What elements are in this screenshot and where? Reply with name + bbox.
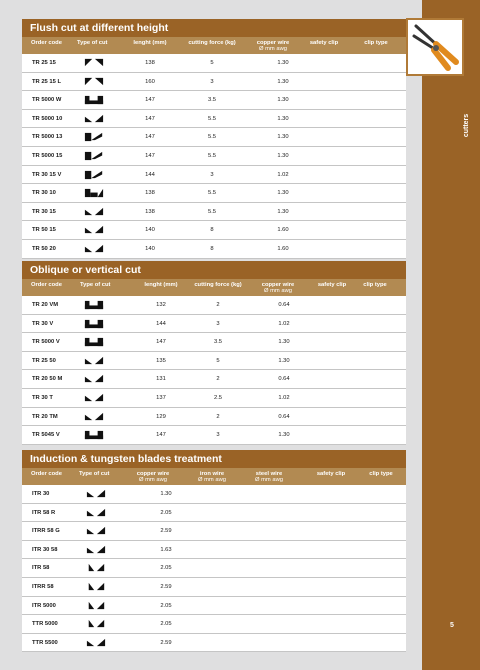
table-body — [22, 54, 406, 259]
header-type-of-cut: Type of cut — [79, 471, 110, 477]
order-code: TR 5000 10 — [32, 115, 63, 122]
length-value: 147 — [145, 134, 155, 141]
cutter-thumbnail — [406, 18, 464, 76]
copper-wire-value: 1.02 — [277, 171, 289, 178]
copper-wire-value: 2.05 — [160, 565, 172, 572]
cutting-force-value: 3 — [216, 320, 220, 327]
order-code: TR 30 10 — [32, 190, 56, 197]
section-oblique-cut — [22, 261, 406, 445]
cut-type-bevel-icon — [85, 545, 107, 555]
length-value: 160 — [145, 78, 155, 85]
copper-wire-value: 0.64 — [278, 413, 290, 420]
header-length: lenght (mm) — [144, 282, 178, 288]
cut-type-bevel-icon — [83, 393, 105, 403]
copper-wire-value: 2.59 — [160, 583, 172, 590]
table-row — [22, 91, 406, 110]
cut-type-bevel-icon — [83, 114, 105, 124]
order-code: TR 25 50 — [32, 357, 56, 364]
copper-wire-value: 1.63 — [160, 546, 172, 553]
header-steel-wire: steel wire Ø mm awg — [254, 471, 284, 483]
sidebar-category-label: cutters — [463, 113, 471, 137]
copper-wire-value: 2.05 — [160, 509, 172, 516]
cutting-force-value: 8 — [210, 245, 214, 252]
copper-wire-value: 2.05 — [160, 602, 172, 609]
cut-type-notch-icon — [83, 95, 105, 105]
order-code: TR 50 20 — [32, 245, 56, 252]
table-row — [22, 370, 406, 389]
table-row — [22, 408, 406, 427]
copper-wire-value: 1.30 — [277, 208, 289, 215]
cutting-force-value: 5 — [210, 60, 214, 66]
order-code: TR 25 15 L — [32, 78, 61, 85]
section-title: Induction & tungsten blades treatment — [22, 450, 406, 468]
copper-wire-value: 2.05 — [160, 621, 172, 628]
cut-type-flush-high-icon — [83, 77, 105, 87]
length-value: 147 — [156, 432, 166, 439]
cut-type-bevel-icon — [83, 207, 105, 217]
table-row — [22, 184, 406, 203]
cut-type-bevel-icon — [83, 225, 105, 235]
length-value: 147 — [145, 115, 155, 122]
cutting-force-value: 2.5 — [213, 394, 223, 401]
table-row — [22, 578, 406, 597]
length-value: 140 — [145, 227, 155, 234]
table-row — [22, 110, 406, 129]
section-title: Oblique or vertical cut — [22, 261, 406, 279]
table-row — [22, 240, 406, 259]
header-cutting-force: cutting force (kg) — [194, 282, 242, 288]
copper-wire-value: 1.30 — [277, 134, 289, 141]
order-code: TR 30 T — [32, 394, 53, 401]
table-row — [22, 54, 406, 73]
copper-wire-value: 1.60 — [277, 245, 289, 252]
order-code: TR 30 15 V — [32, 171, 62, 178]
length-value: 138 — [145, 60, 155, 66]
order-code: ITRR 58 G — [32, 528, 60, 535]
table-row — [22, 559, 406, 578]
length-value: 144 — [156, 320, 166, 327]
order-code: TR 5000 W — [32, 97, 62, 104]
table-row — [22, 73, 406, 92]
cutter-icon — [408, 20, 462, 74]
header-copper-wire: copper wire Ø mm awg — [136, 471, 170, 483]
length-value: 138 — [145, 208, 155, 215]
cutting-force-value: 2 — [216, 413, 220, 420]
order-code: ITR 58 — [32, 565, 50, 572]
order-code: TTR 5500 — [32, 639, 58, 646]
table-row — [22, 389, 406, 408]
cut-type-bevel-icon — [83, 244, 105, 254]
order-code: TR 5000 V — [32, 339, 60, 346]
header-order-code: Order code — [31, 40, 62, 46]
table-row — [22, 634, 406, 653]
copper-wire-value: 0.64 — [278, 302, 290, 308]
cut-type-flush-high-icon — [83, 58, 105, 68]
table-row — [22, 504, 406, 523]
section-induction-tungsten — [22, 450, 406, 652]
copper-wire-value: 1.30 — [277, 115, 289, 122]
header-copper-wire: copper wire Ø mm awg — [256, 40, 290, 52]
table-row — [22, 296, 406, 315]
copper-wire-value: 2.59 — [160, 528, 172, 535]
table-body — [22, 296, 406, 445]
order-code: TR 20 TM — [32, 413, 58, 420]
order-code: TR 5045 V — [32, 432, 60, 439]
header-length: lenght (mm) — [133, 40, 167, 46]
cut-type-half-bevel-icon — [85, 601, 107, 611]
header-clip-type: clip type — [369, 471, 393, 477]
copper-wire-value: 2.59 — [160, 639, 172, 646]
cutting-force-value: 5 — [216, 357, 220, 364]
order-code: TR 5000 13 — [32, 134, 63, 141]
order-code: ITR 30 — [32, 491, 50, 497]
length-value: 138 — [145, 190, 155, 197]
cut-type-half-bevel-icon — [85, 619, 107, 629]
table-body — [22, 485, 406, 652]
copper-wire-value: 1.02 — [278, 320, 290, 327]
table-row — [22, 597, 406, 616]
cut-type-step-icon — [83, 170, 105, 180]
table-row — [22, 203, 406, 222]
order-code: TR 20 VM — [32, 302, 59, 308]
cutting-force-value: 3 — [216, 432, 220, 439]
order-code: TR 20 50 M — [32, 376, 63, 383]
copper-wire-value: 1.30 — [278, 432, 290, 439]
order-code: ITRR 58 — [32, 583, 54, 590]
table-row — [22, 615, 406, 634]
cutting-force-value: 3 — [210, 171, 214, 178]
copper-wire-value: 1.30 — [277, 152, 289, 159]
cutting-force-value: 2 — [216, 376, 220, 383]
copper-wire-value: 1.30 — [160, 491, 172, 497]
header-clip-type: clip type — [364, 40, 388, 46]
cut-type-notch-step-icon — [83, 188, 105, 198]
table-row — [22, 522, 406, 541]
length-value: 140 — [145, 245, 155, 252]
cutting-force-value: 5.5 — [207, 152, 217, 159]
table-row — [22, 352, 406, 371]
order-code: TR 30 V — [32, 320, 54, 327]
length-value: 147 — [145, 97, 155, 104]
cutting-force-value: 8 — [210, 227, 214, 234]
header-cutting-force: cutting force (kg) — [188, 40, 236, 46]
cutting-force-value: 3.5 — [213, 339, 223, 346]
section-title: Flush cut at different height — [22, 19, 406, 37]
table-row — [22, 221, 406, 240]
copper-wire-value: 1.60 — [277, 227, 289, 234]
copper-wire-value: 1.30 — [277, 97, 289, 104]
cutting-force-value: 5.5 — [207, 190, 217, 197]
order-code: TR 30 15 — [32, 208, 56, 215]
length-value: 129 — [156, 413, 166, 420]
length-value: 147 — [145, 152, 155, 159]
header-iron-wire: iron wire Ø mm awg — [197, 471, 227, 483]
cut-type-half-bevel-icon — [85, 582, 107, 592]
table-row — [22, 333, 406, 352]
cut-type-bevel-icon — [85, 638, 107, 648]
length-value: 135 — [156, 357, 166, 364]
cut-type-notch-icon — [83, 337, 105, 347]
cut-type-notch-icon — [83, 300, 105, 310]
copper-wire-value: 1.30 — [278, 357, 290, 364]
header-safety-clip: safety clip — [309, 40, 339, 46]
table-header — [22, 468, 406, 485]
order-code: TR 5000 15 — [32, 152, 63, 159]
order-code: TR 50 15 — [32, 227, 56, 234]
cut-type-bevel-icon — [83, 412, 105, 422]
order-code: TTR 5000 — [32, 621, 58, 628]
cut-type-notch-icon — [83, 319, 105, 329]
copper-wire-value: 1.02 — [278, 394, 290, 401]
length-value: 131 — [156, 376, 166, 383]
header-type-of-cut: Type of cut — [77, 40, 108, 46]
cut-type-bevel-icon — [85, 526, 107, 536]
cut-type-bevel-icon — [83, 356, 105, 366]
table-row — [22, 166, 406, 185]
cutting-force-value: 5.5 — [207, 115, 217, 122]
copper-wire-value: 1.30 — [278, 339, 290, 346]
cutting-force-value: 3.5 — [207, 97, 217, 104]
cut-type-bevel-icon — [85, 508, 107, 518]
length-value: 137 — [156, 394, 166, 401]
table-row — [22, 128, 406, 147]
page-number: 5 — [450, 622, 454, 629]
cut-type-notch-icon — [83, 430, 105, 440]
order-code: ITR 30 58 — [32, 546, 58, 553]
copper-wire-value: 0.64 — [278, 376, 290, 383]
order-code: ITR 5000 — [32, 602, 56, 609]
table-row — [22, 315, 406, 334]
length-value: 147 — [156, 339, 166, 346]
cutting-force-value: 5.5 — [207, 208, 217, 215]
cutting-force-value: 3 — [210, 78, 214, 85]
header-safety-clip: safety clip — [317, 282, 347, 288]
table-row — [22, 541, 406, 560]
copper-wire-value: 1.30 — [277, 78, 289, 85]
order-code: TR 25 15 — [32, 60, 56, 66]
header-type-of-cut: Type of cut — [80, 282, 111, 288]
table-row — [22, 485, 406, 504]
table-header — [22, 279, 406, 296]
length-value: 132 — [156, 302, 166, 308]
cut-type-bevel-icon — [85, 489, 107, 499]
header-order-code: Order code — [31, 282, 62, 288]
copper-wire-value: 1.30 — [277, 60, 289, 66]
cut-type-bevel-icon — [83, 374, 105, 384]
table-header — [22, 37, 406, 54]
cut-type-step-icon — [83, 151, 105, 161]
table-row — [22, 426, 406, 445]
header-order-code: Order code — [31, 471, 62, 477]
header-clip-type: clip type — [363, 282, 387, 288]
section-flush-cut — [22, 19, 406, 259]
copper-wire-value: 1.30 — [277, 190, 289, 197]
cutting-force-value: 2 — [216, 302, 220, 308]
order-code: ITR 58 R — [32, 509, 56, 516]
table-row — [22, 147, 406, 166]
cutting-force-value: 5.5 — [207, 134, 217, 141]
length-value: 144 — [145, 171, 155, 178]
cut-type-step-icon — [83, 132, 105, 142]
header-safety-clip: safety clip — [316, 471, 346, 477]
header-copper-wire: copper wire Ø mm awg — [261, 282, 295, 294]
cut-type-half-bevel-icon — [85, 563, 107, 573]
